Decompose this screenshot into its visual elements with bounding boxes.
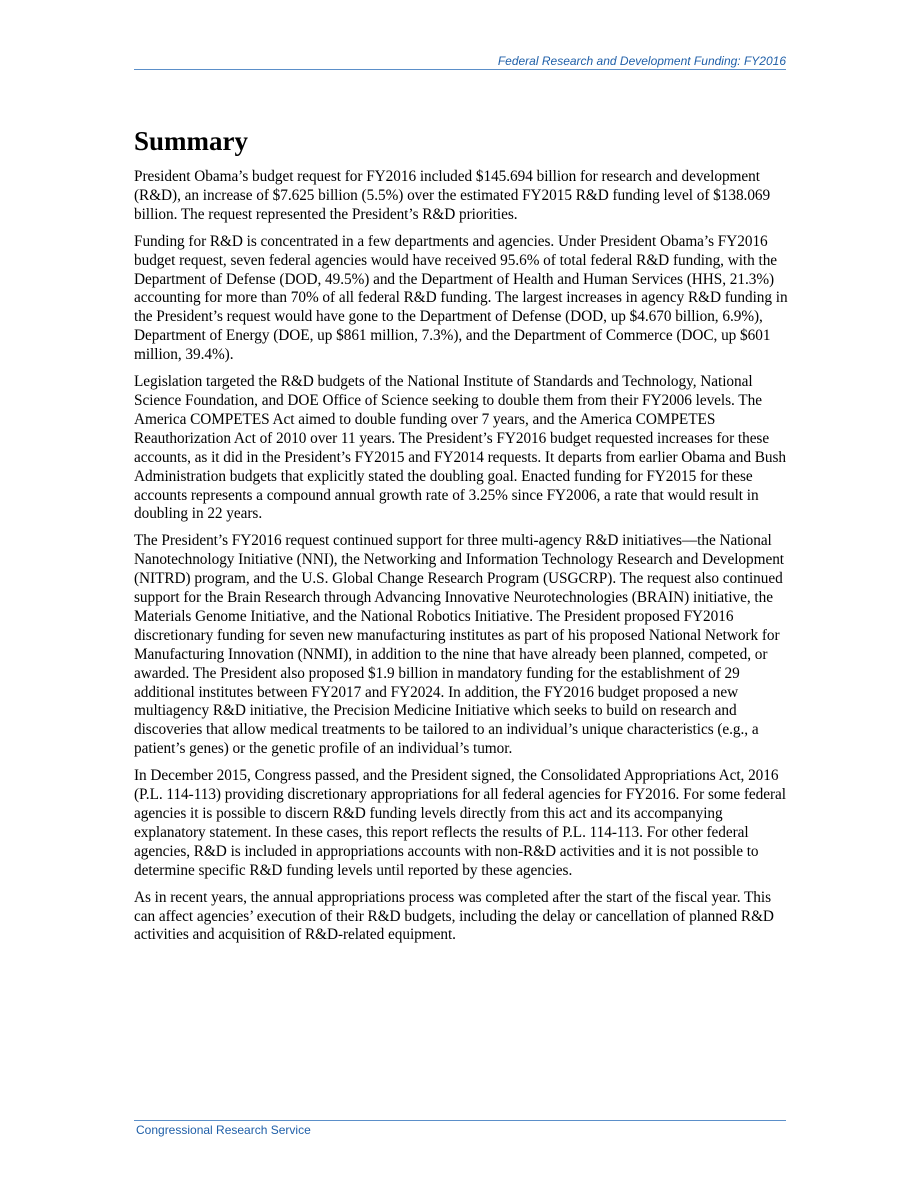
paragraph-doubling-legislation: Legislation targeted the R&D budgets of the National Institute of Standards and Technology, National Science Foundation, and DOE Office of Science seeking to double them from their FY2006 levels. The America COMPETES Act aimed to double funding over 7 years, and the America COMPETES Reauthorization Act of 2010 over 11 years. The President’s FY2016 budget requested increases for these accounts, as it did in the President’s FY2015 and FY2014 requests. It departs from earlier Obama and Bush Administration budgets that explicitly stated the doubling goal. Enacted funding for FY2015 for these accounts represents a compound annual growth rate of 3.25% since FY2006, a rate that would result in doubling in 22 years. [134, 373, 786, 523]
summary-body [134, 168, 788, 953]
section-heading: Summary [134, 126, 248, 156]
paragraph-multiagency-initiatives: The President’s FY2016 request continued support for three multi-agency R&D initiatives—the National Nanotechnology Initiative (NNI), the Networking and Information Technology Research and Development (NITRD) program, and the U.S. Global Change Research Program (USGCRP). The request also continued support for the Brain Research through Advancing Innovative Neurotechnologies (BRAIN) initiative, the Materials Genome Initiative, and the National Robotics Initiative. The President proposed FY2016 discretionary funding for seven new manufacturing institutes as part of his proposed National Network for Manufacturing Innovation (NNMI), in addition to the nine that have already been planned, competed, or awarded. The President also proposed $1.9 billion in mandatory funding for the establishment of 29 additional institutes between FY2017 and FY2024. In addition, the FY2016 budget proposed a new multiagency R&D initiative, the Precision Medicine Initiative which seeks to build on research and discoveries that allow medical treatments to be tailored to an individual’s unique characteristics (e.g., a patient’s genes) or the genetic profile of an individual’s tumor. [134, 532, 784, 758]
header-divider [134, 69, 786, 70]
paragraph-appropriations-act: In December 2015, Congress passed, and the President signed, the Consolidated Appropriations Act, 2016 (P.L. 114-113) providing discretionary appropriations for all federal agencies for FY2016. For some federal agencies it is possible to discern R&D funding levels directly from this act and its accompanying explanatory statement. In these cases, this report reflects the results of P.L. 114-113. For other federal agencies, R&D is included in appropriations accounts with non-R&D activities and it is not possible to determine specific R&D funding levels until reported by these agencies. [134, 767, 786, 879]
footer-organization: Congressional Research Service [136, 1123, 311, 1137]
footer-divider [134, 1120, 786, 1121]
paragraph-agency-concentration: Funding for R&D is concentrated in a few departments and agencies. Under President Obama’s FY2016 budget request, seven federal agencies would have received 95.6% of total federal R&D funding, with the Department of Defense (DOD, 49.5%) and the Department of Health and Human Services (HHS, 21.3%) accounting for more than 70% of all federal R&D funding. The largest increases in agency R&D funding in the President’s request would have gone to the Department of Defense (DOD, up $4.670 billion, 6.9%), Department of Energy (DOE, up $861 million, 7.3%), and the Department of Commerce (DOC, up $601 million, 39.4%). [134, 232, 788, 364]
paragraph-budget-request: President Obama’s budget request for FY2016 included $145.694 billion for research and development (R&D), an increase of $7.625 billion (5.5%) over the estimated FY2015 R&D funding level of $138.069 billion. The request represented the President’s R&D priorities. [134, 168, 771, 223]
running-header: Federal Research and Development Funding: FY2016 [497, 54, 786, 68]
paragraph-appropriations-timing: As in recent years, the annual appropriations process was completed after the start of the fiscal year. This can affect agencies’ execution of their R&D budgets, including the delay or cancellation of planned R&D activities and acquisition of R&D-related equipment. [134, 888, 774, 944]
